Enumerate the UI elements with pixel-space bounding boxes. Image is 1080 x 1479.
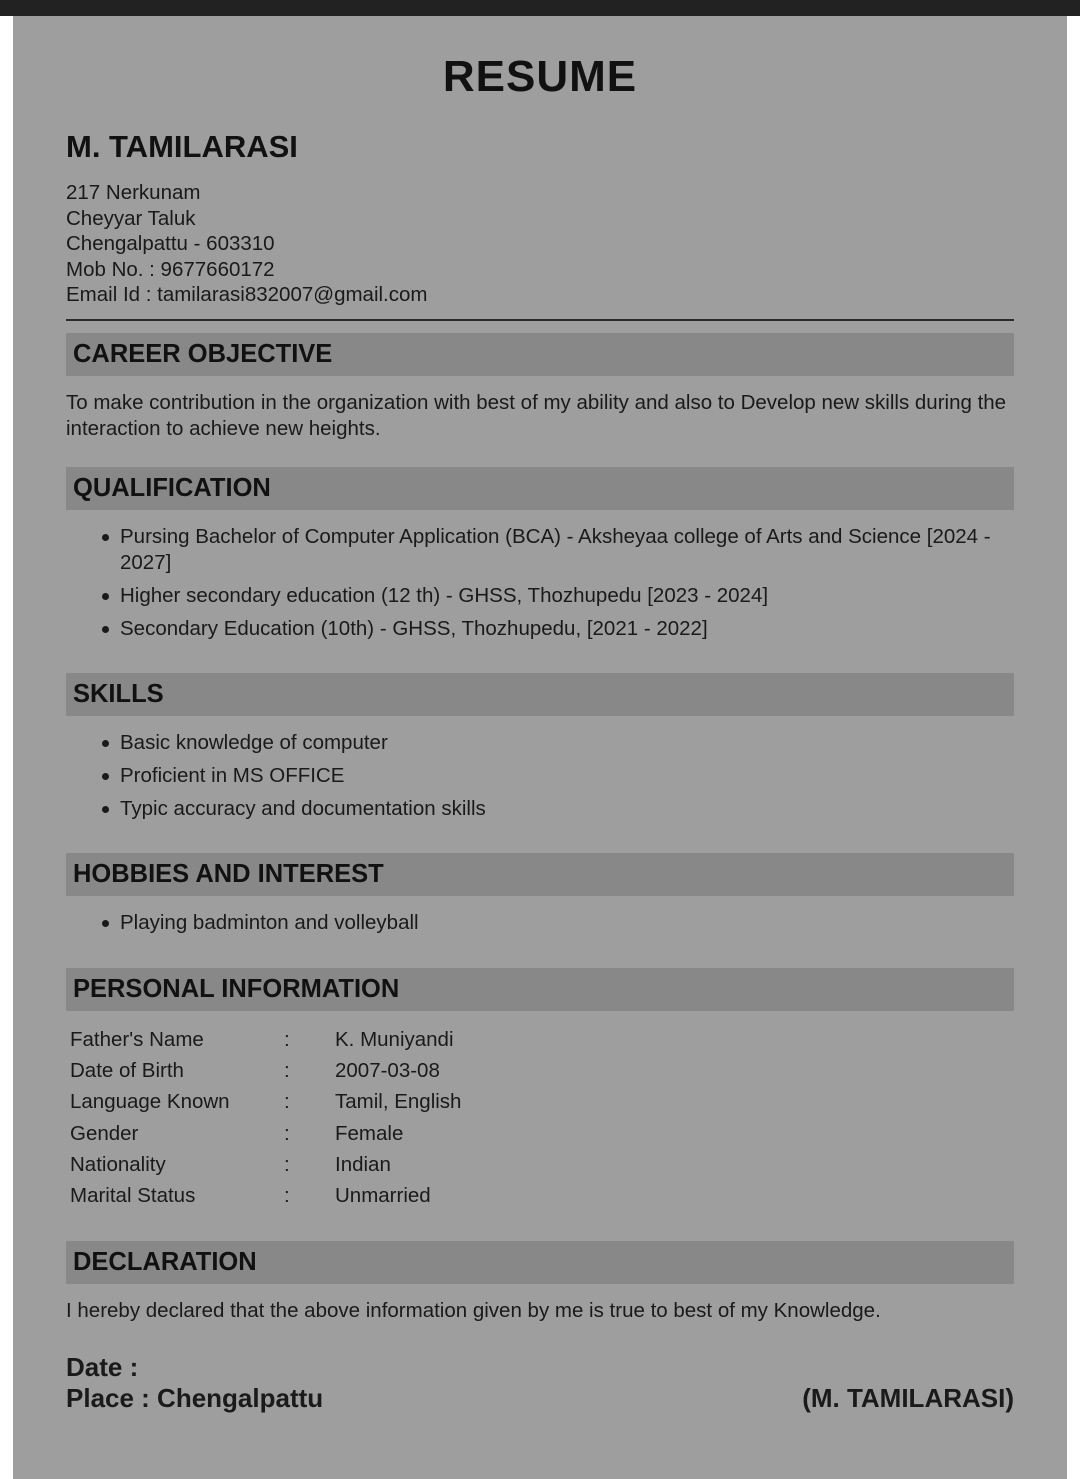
address-line: Cheyyar Taluk [66,206,196,230]
list-item: Playing badminton and volleyball [120,910,1014,936]
list-item: Proficient in MS OFFICE [120,763,1014,789]
section-heading: PERSONAL INFORMATION [73,975,400,1003]
section-declaration [66,1241,1014,1284]
list-item: Basic knowledge of computer [120,730,1014,756]
section-heading: QUALIFICATION [73,474,271,502]
career-objective-text: To make contribution in the organization with best of my ability and also to Develop new skills during the interaction to achieve new heights. [66,391,1007,440]
field-separator: : [284,1152,290,1176]
section-heading: SKILLS [73,680,164,708]
resume-sheet [13,16,1067,1479]
field-separator: : [284,1183,290,1207]
section-personal-information [66,968,1014,1011]
field-value: Female [335,1121,404,1145]
section-qualification [66,467,1014,510]
candidate-name: M. TAMILARASI [66,129,298,164]
field-label: Father's Name [70,1028,204,1051]
signature-name: (M. TAMILARASI) [802,1383,1014,1413]
field-label: Marital Status [70,1183,196,1207]
email-address: Email Id : tamilarasi832007@gmail.com [66,283,428,307]
resume-title: RESUME [442,52,638,101]
date-label: Date : [66,1352,139,1382]
contact-block [66,180,427,308]
field-value: 2007-03-08 [335,1059,440,1083]
list-item: Typic accuracy and documentation skills [120,796,1014,822]
section-career-objective [66,333,1014,376]
declaration-text: I hereby declared that the above information given by me is true to best of my Knowledge. [66,1299,881,1322]
list-item: Higher secondary education (12 th) - GHSS, Thozhupedu [2023 - 2024] [120,583,1014,609]
place-label: Place : Chengalpattu [66,1383,324,1413]
field-separator: : [284,1121,290,1145]
field-label: Language Known [70,1090,230,1114]
address-line: 217 Nerkunam [66,181,201,204]
section-heading: HOBBIES AND INTEREST [73,860,384,888]
field-value: K. Muniyandi [335,1028,454,1051]
top-bar [0,0,1080,16]
field-separator: : [284,1059,290,1083]
field-label: Date of Birth [70,1059,184,1083]
field-value: Tamil, English [335,1090,462,1114]
header-divider [66,319,1014,321]
qualification-list [120,524,1014,649]
section-skills [66,673,1014,716]
hobbies-list [120,910,1014,943]
field-value: Indian [335,1152,391,1176]
list-item: Secondary Education (10th) - GHSS, Thozhupedu, [2021 - 2022] [120,616,1014,642]
field-value: Unmarried [335,1183,431,1207]
address-line: Chengalpattu - 603310 [66,232,275,256]
field-separator: : [284,1028,290,1051]
list-item: Pursing Bachelor of Computer Application (BCA) - Aksheyaa college of Arts and Science [2024 - 2027] [120,524,1014,576]
skills-list [120,730,1014,829]
field-label: Gender [70,1121,139,1145]
field-label: Nationality [70,1152,166,1176]
field-separator: : [284,1090,290,1114]
mobile-number: Mob No. : 9677660172 [66,257,275,281]
section-hobbies [66,853,1014,896]
section-heading: DECLARATION [73,1248,257,1276]
section-heading: CAREER OBJECTIVE [73,340,333,368]
